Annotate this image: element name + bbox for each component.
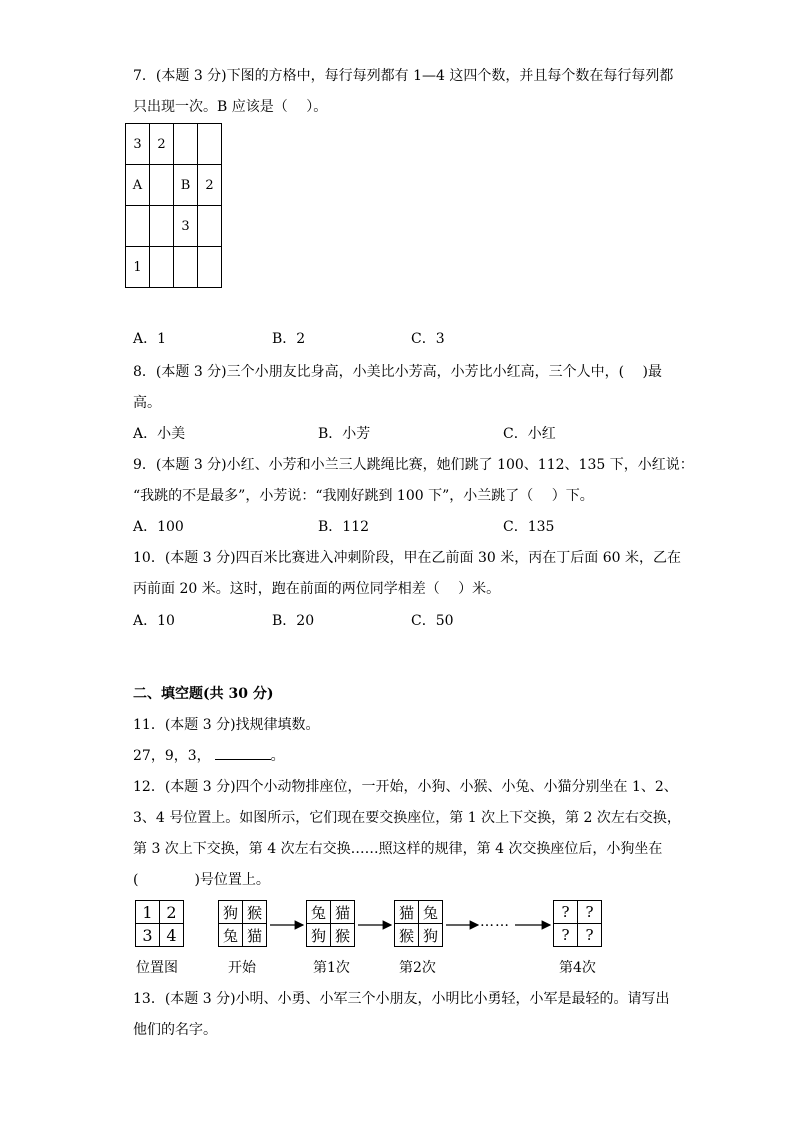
q12-text-line1: 12．(本题 3 分)四个小动物排座位，一开始，小狗、小猴、小兔、小猫分别坐在 1、2、 [133,779,678,795]
seat-cell: 猫 [331,901,355,924]
q8-option-c: C．小红 [503,426,556,442]
seat-cell: 狗 [219,901,243,924]
q7-text-line2: 只出现一次。B 应该是（ ）。 [133,99,328,115]
diagram-ellipsis: …… [480,914,510,930]
seat-cell: ? [554,924,578,947]
q8-text-line1: 8．(本题 3 分)三个小朋友比身高，小美比小芳高，小芳比小红高，三个人中，( )最 [133,364,663,380]
seat-cell: 3 [136,924,160,947]
seat-cell: ? [578,924,602,947]
seat-cell: 1 [136,901,160,924]
seat-cell: 猴 [243,901,267,924]
seat-cell: 4 [160,924,184,947]
section-heading: 二、填空题(共 30 分) [133,686,274,702]
grid-cell: B [174,165,198,206]
seat-cell: 猫 [243,924,267,947]
step4-caption: 第4次 [559,960,596,976]
seat-cell: 狗 [307,924,331,947]
q12-text-line4: ( )号位置上。 [133,872,270,888]
q7-option-a: A．1 [133,331,167,347]
seat-cell: 猴 [331,924,355,947]
q10-option-c: C．50 [411,613,454,629]
grid-cell: A [126,165,150,206]
q11-text-line1: 11．(本题 3 分)找规律填数。 [133,717,320,733]
q10-option-a: A．10 [133,613,175,629]
q8-text-line2: 高。 [133,395,161,411]
q12-text-line2: 3、4 号位置上。如图所示，它们现在要交换座位，第 1 次上下交换，第 2 次左右交换， [133,810,681,826]
grid-cell: 3 [174,206,198,247]
grid-cell: 2 [198,165,222,206]
seat-cell: 兔 [419,901,443,924]
grid-cell: 2 [150,124,174,165]
step2-caption: 第2次 [399,960,436,976]
q12-text-line3: 第 3 次上下交换，第 4 次左右交换……照这样的规律，第 4 次交换座位后，小狗坐在 [133,841,663,857]
step1-caption: 第1次 [313,960,350,976]
q7-text-line1: 7．(本题 3 分)下图的方格中，每行每列都有 1—4 这四个数，并且每个数在每行每列都 [133,68,674,84]
seat-cell: 兔 [219,924,243,947]
q7-option-b: B．2 [272,331,306,347]
q13-text-line1: 13．(本题 3 分)小明、小勇、小军三个小朋友，小明比小勇轻，小军是最轻的。请写出 [133,991,670,1007]
seat-cell: 狗 [419,924,443,947]
q11-sequence-text: 27，9，3， [133,748,211,764]
q10-text-line2: 丙前面 20 米。这时，跑在前面的两位同学相差（ ）米。 [133,581,501,597]
grid-cell: 3 [126,124,150,165]
seat-cell: 2 [160,901,184,924]
q11-sequence-end: 。 [270,748,285,764]
q9-text-line2: “我跳的不是最多”，小芳说：“我刚好跳到 100 下”，小兰跳了（ ）下。 [133,488,594,504]
q9-option-c: C．135 [503,519,555,535]
q10-text-line1: 10．(本题 3 分)四百米比赛进入冲刺阶段，甲在乙前面 30 米，丙在丁后面 60 米，乙在 [133,550,681,566]
q9-option-b: B．112 [318,519,370,535]
q10-option-b: B．20 [272,613,315,629]
seat-cell: 猫 [395,901,419,924]
start-caption: 开始 [228,960,256,976]
seat-cell: ? [554,901,578,924]
seat-cell: 猴 [395,924,419,947]
q8-option-b: B．小芳 [318,426,371,442]
grid-cell: 1 [126,247,150,288]
q9-option-a: A．100 [133,519,184,535]
seat-cell: ? [578,901,602,924]
q9-text-line1: 9．(本题 3 分)小红、小芳和小兰三人跳绳比赛，她们跳了 100、112、135 下，小红说： [133,457,694,473]
q13-text-line2: 他们的名字。 [133,1022,217,1038]
position-map-caption: 位置图 [136,960,178,976]
seat-cell: 兔 [307,901,331,924]
q7-option-c: C．3 [411,331,445,347]
q8-option-a: A．小美 [133,426,186,442]
